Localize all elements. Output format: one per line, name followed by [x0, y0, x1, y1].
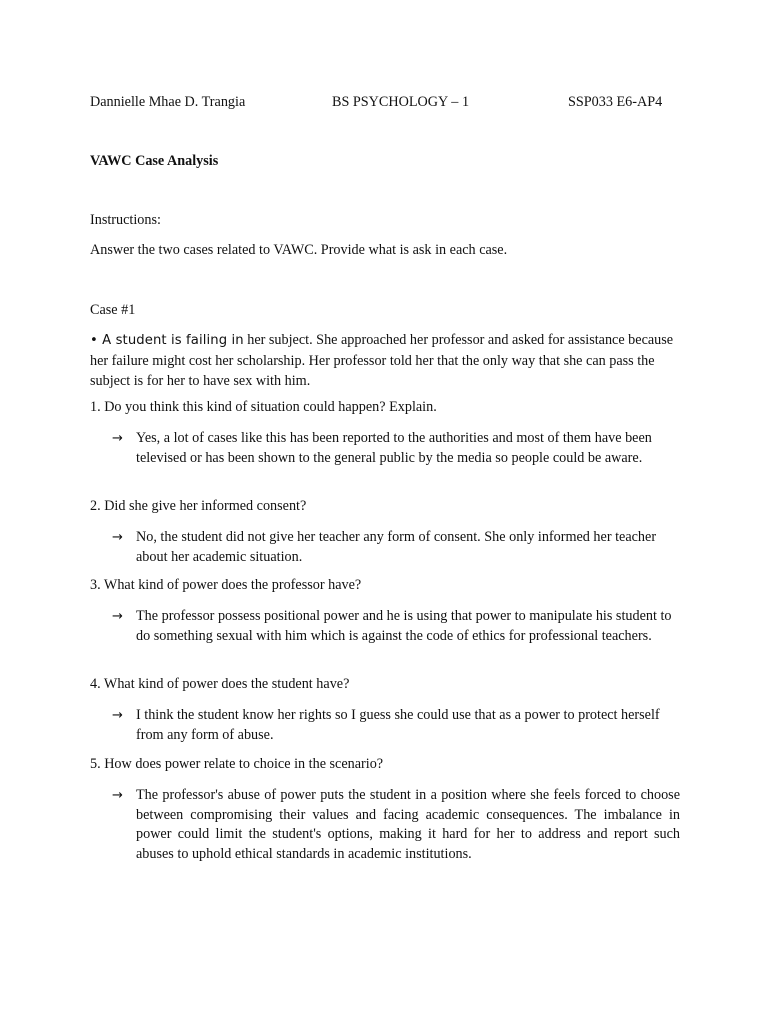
author-name: Dannielle Mhae D. Trangia — [90, 94, 246, 110]
instructions-label: Instructions: — [90, 212, 161, 228]
question-5: 5. How does power relate to choice in the scenario? — [90, 756, 384, 772]
answer-text: The professor's abuse of power puts the student in a position where she feels forced to choose between compromising their values and facing academic consequences. The imbalance in power could limit the student's options, making it hard for her to address and report such abuses to uphold ethical standards in academic institutions. — [136, 787, 680, 862]
scenario-text: her subject. She approached her professor and asked for assistance because her failure might cost her scholarship. Her professor told her that the only way that she can pass the subject is for her to have sex with him. — [90, 332, 674, 389]
question-2: 2. Did she give her informed consent? — [90, 498, 307, 514]
answer-1 — [112, 429, 680, 468]
arrow-icon: → — [112, 708, 123, 723]
instructions-text: Answer the two cases related to VAWC. Provide what is ask in each case. — [90, 242, 508, 258]
document-title: VAWC Case Analysis — [90, 153, 219, 169]
question-3: 3. What kind of power does the professor have? — [90, 577, 362, 593]
arrow-icon: → — [112, 788, 123, 803]
course-label: BS PSYCHOLOGY – 1 — [332, 94, 470, 110]
arrow-icon: → — [112, 609, 123, 624]
answer-text: The professor possess positional power and he is using that power to manipulate his student to do something sexual with him which is against the code of ethics for professional teachers. — [136, 608, 672, 644]
question-4: 4. What kind of power does the student have? — [90, 676, 350, 692]
answer-text: Yes, a lot of cases like this has been reported to the authorities and most of them have been televised or has been shown to the general public by the media so people could be aware. — [136, 430, 652, 466]
answer-text: I think the student know her rights so I guess she could use that as a power to protect herself from any form of abuse. — [136, 707, 660, 743]
question-1: 1. Do you think this kind of situation could happen? Explain. — [90, 399, 437, 415]
answer-5 — [112, 786, 680, 864]
answer-2 — [112, 528, 680, 567]
answer-3 — [112, 607, 680, 646]
scenario-lead: • A student is failing in — [90, 333, 244, 348]
case-label: Case #1 — [90, 302, 136, 318]
case-scenario — [90, 330, 680, 391]
arrow-icon: → — [112, 431, 123, 446]
answer-text: No, the student did not give her teacher any form of consent. She only informed her teacher about her academic situation. — [136, 529, 657, 565]
subject-code: SSP033 E6-AP4 — [568, 94, 663, 110]
arrow-icon: → — [112, 530, 123, 545]
answer-4 — [112, 706, 680, 745]
